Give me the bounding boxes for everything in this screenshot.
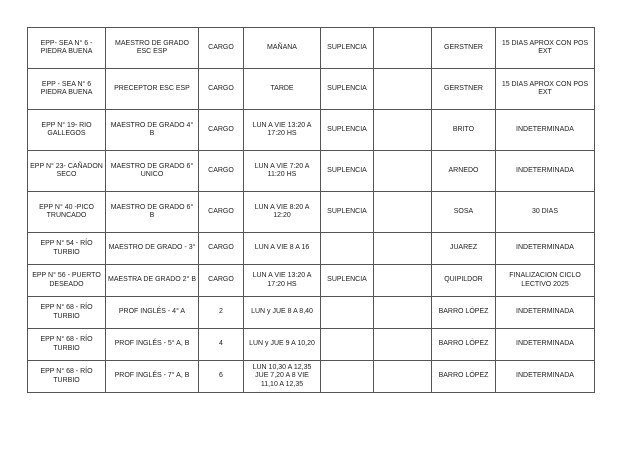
table-row <box>28 192 595 233</box>
position-cell: MAESTRO DE GRADO 6° B <box>106 192 199 233</box>
holder-cell: BARRO LÓPEZ <box>432 297 496 329</box>
type-cell: CARGO <box>199 151 244 192</box>
type-cell: CARGO <box>199 110 244 151</box>
duration-cell: INDETERMINADA <box>496 110 595 151</box>
type-cell: 6 <box>199 361 244 393</box>
holder-cell: BARRO LÓPEZ <box>432 329 496 361</box>
holder-cell: QUIPILDOR <box>432 265 496 297</box>
table-row <box>28 297 595 329</box>
position-cell: MAESTRO DE GRADO ESC ESP <box>106 28 199 69</box>
holder-cell: BARRO LÓPEZ <box>432 361 496 393</box>
schedule-cell: LUN y JUE 8 A 8,40 <box>244 297 321 329</box>
position-cell: PROF INGLÉS - 5° A, B <box>106 329 199 361</box>
vacancies-table <box>27 27 595 393</box>
school-cell: EPP N° 68 - RÍO TURBIO <box>28 329 106 361</box>
table-row <box>28 233 595 265</box>
status-cell: SUPLENCIA <box>321 265 374 297</box>
status-cell <box>321 329 374 361</box>
position-cell: MAESTRO DE GRADO - 3° <box>106 233 199 265</box>
holder-cell: GERSTNER <box>432 69 496 110</box>
document-page <box>27 27 595 393</box>
status-cell: SUPLENCIA <box>321 192 374 233</box>
status-cell: SUPLENCIA <box>321 28 374 69</box>
position-cell: MAESTRO DE GRADO 4° B <box>106 110 199 151</box>
table-row <box>28 329 595 361</box>
table-row <box>28 265 595 297</box>
schedule-cell: LUN A VIE 13:20 A 17:20 HS <box>244 265 321 297</box>
position-cell: MAESTRA DE GRADO 2° B <box>106 265 199 297</box>
schedule-cell: LUN A VIE 13:20 A 17:20 HS <box>244 110 321 151</box>
empty-cell <box>374 297 432 329</box>
schedule-cell: LUN A VIE 7:20 A 11:20 HS <box>244 151 321 192</box>
duration-cell: INDETERMINADA <box>496 233 595 265</box>
school-cell: EPP N° 68 - RÍO TURBIO <box>28 297 106 329</box>
status-cell: SUPLENCIA <box>321 69 374 110</box>
position-cell: PROF INGLÉS - 4° A <box>106 297 199 329</box>
holder-cell: GERSTNER <box>432 28 496 69</box>
empty-cell <box>374 329 432 361</box>
empty-cell <box>374 233 432 265</box>
status-cell: SUPLENCIA <box>321 151 374 192</box>
empty-cell <box>374 361 432 393</box>
status-cell <box>321 361 374 393</box>
duration-cell: FINALIZACION CICLO LECTIVO 2025 <box>496 265 595 297</box>
empty-cell <box>374 110 432 151</box>
school-cell: EPP N° 40 -PICO TRUNCADO <box>28 192 106 233</box>
schedule-cell: LUN y JUE 9 A 10,20 <box>244 329 321 361</box>
duration-cell: 15 DIAS APROX CON POS EXT <box>496 69 595 110</box>
type-cell: 2 <box>199 297 244 329</box>
table-row <box>28 110 595 151</box>
schedule-cell: LUN A VIE 8:20 A 12:20 <box>244 192 321 233</box>
schedule-cell: TARDE <box>244 69 321 110</box>
school-cell: EPP N° 23- CAÑADON SECO <box>28 151 106 192</box>
status-cell <box>321 297 374 329</box>
table-row <box>28 69 595 110</box>
position-cell: PROF INGLÉS - 7° A, B <box>106 361 199 393</box>
school-cell: EPP N° 19- RIO GALLEGOS <box>28 110 106 151</box>
table-row <box>28 361 595 393</box>
schedule-cell: LUN A VIE 8 A 16 <box>244 233 321 265</box>
holder-cell: ARNEDO <box>432 151 496 192</box>
school-cell: EPP N° 54 - RÍO TURBIO <box>28 233 106 265</box>
table-row <box>28 151 595 192</box>
type-cell: CARGO <box>199 28 244 69</box>
school-cell: EPP- SEA N° 6 - PIEDRA BUENA <box>28 28 106 69</box>
school-cell: EPP - SEA N° 6 PIEDRA BUENA <box>28 69 106 110</box>
holder-cell: SOSA <box>432 192 496 233</box>
school-cell: EPP N° 68 - RÍO TURBIO <box>28 361 106 393</box>
empty-cell <box>374 69 432 110</box>
holder-cell: BRITO <box>432 110 496 151</box>
duration-cell: 30 DIAS <box>496 192 595 233</box>
table-row <box>28 28 595 69</box>
status-cell: SUPLENCIA <box>321 110 374 151</box>
duration-cell: INDETERMINADA <box>496 151 595 192</box>
duration-cell: INDETERMINADA <box>496 297 595 329</box>
type-cell: CARGO <box>199 265 244 297</box>
type-cell: CARGO <box>199 233 244 265</box>
duration-cell: INDETERMINADA <box>496 329 595 361</box>
position-cell: PRECEPTOR ESC ESP <box>106 69 199 110</box>
duration-cell: 15 DIAS APROX CON POS EXT <box>496 28 595 69</box>
empty-cell <box>374 265 432 297</box>
schedule-cell: LUN 10,30 A 12,35 JUE 7,20 A 8 VIE 11,10 A 12,35 <box>244 361 321 393</box>
empty-cell <box>374 28 432 69</box>
type-cell: CARGO <box>199 192 244 233</box>
school-cell: EPP N° 56 - PUERTO DESEADO <box>28 265 106 297</box>
holder-cell: JUAREZ <box>432 233 496 265</box>
type-cell: 4 <box>199 329 244 361</box>
status-cell <box>321 233 374 265</box>
position-cell: MAESTRO DE GRADO 6° UNICO <box>106 151 199 192</box>
schedule-cell: MAÑANA <box>244 28 321 69</box>
empty-cell <box>374 192 432 233</box>
duration-cell: INDETERMINADA <box>496 361 595 393</box>
empty-cell <box>374 151 432 192</box>
type-cell: CARGO <box>199 69 244 110</box>
